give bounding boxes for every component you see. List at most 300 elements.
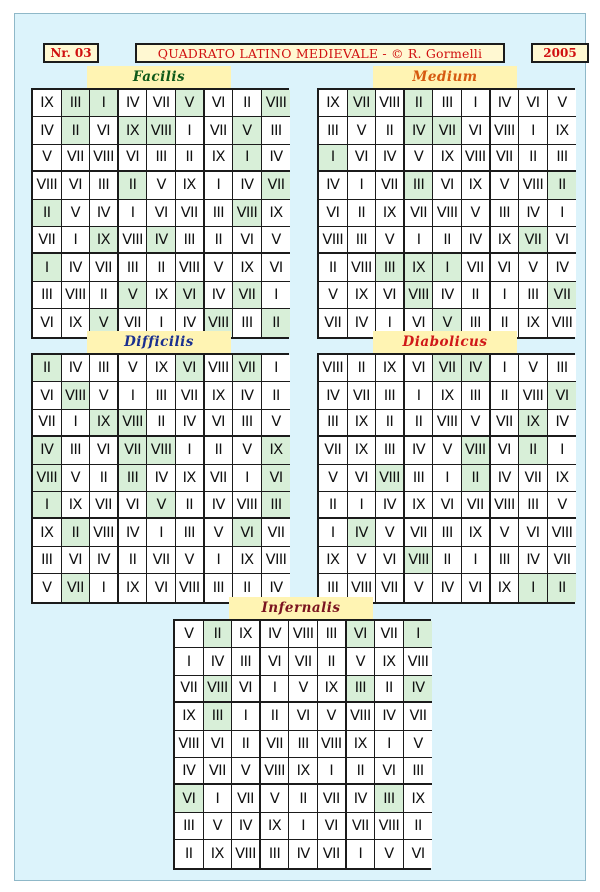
grid-cell[interactable]: VIII [233, 492, 262, 519]
grid-cell[interactable]: IX [375, 648, 404, 675]
grid-cell[interactable]: VIII [491, 492, 520, 519]
grid-cell[interactable]: V [319, 465, 348, 492]
grid-cell[interactable]: VII [405, 200, 434, 227]
grid-cell[interactable]: III [433, 90, 462, 117]
grid-cell[interactable]: VIII [519, 172, 548, 199]
grid-cell[interactable]: I [262, 282, 291, 309]
grid-cell[interactable]: VI [348, 465, 377, 492]
grid-cell[interactable]: VII [175, 676, 204, 703]
grid-cell[interactable]: III [176, 227, 205, 254]
grid-cell[interactable]: V [119, 355, 148, 382]
grid-cell[interactable]: III [376, 437, 405, 464]
grid-cell[interactable]: V [404, 731, 433, 758]
grid-cell[interactable]: VII [205, 117, 234, 144]
grid-cell[interactable]: III [147, 382, 176, 409]
grid-cell[interactable]: I [62, 227, 91, 254]
grid-cell[interactable]: V [376, 519, 405, 546]
grid-cell[interactable]: III [491, 547, 520, 574]
grid-cell[interactable]: IX [376, 355, 405, 382]
grid-cell[interactable]: V [462, 200, 491, 227]
grid-cell[interactable]: II [205, 227, 234, 254]
grid-cell[interactable]: II [205, 437, 234, 464]
grid-cell[interactable]: III [147, 145, 176, 172]
grid-cell[interactable]: II [347, 758, 376, 785]
grid-cell[interactable]: VI [33, 382, 62, 409]
grid-cell[interactable]: IV [405, 437, 434, 464]
grid-cell[interactable]: IX [348, 410, 377, 437]
grid-cell[interactable]: IX [433, 382, 462, 409]
grid-cell[interactable]: V [62, 465, 91, 492]
grid-cell[interactable]: VIII [404, 648, 433, 675]
grid-cell[interactable]: I [175, 648, 204, 675]
grid-cell[interactable]: IX [348, 437, 377, 464]
grid-cell[interactable]: VII [204, 758, 233, 785]
grid-cell[interactable]: II [405, 410, 434, 437]
grid-cell[interactable]: V [348, 547, 377, 574]
grid-cell[interactable]: VI [375, 758, 404, 785]
grid-cell[interactable]: I [289, 813, 318, 840]
grid-cell[interactable]: VIII [375, 813, 404, 840]
grid-cell[interactable]: VIII [33, 172, 62, 199]
grid-cell[interactable]: III [176, 519, 205, 546]
grid-cell[interactable]: VII [348, 382, 377, 409]
grid-cell[interactable]: II [319, 254, 348, 281]
grid-cell[interactable]: VIII [319, 227, 348, 254]
grid-cell[interactable]: VIII [519, 382, 548, 409]
grid-cell[interactable]: VI [119, 145, 148, 172]
grid-cell[interactable]: IV [233, 172, 262, 199]
grid-cell[interactable]: VII [33, 410, 62, 437]
grid-cell[interactable]: V [261, 785, 290, 812]
grid-cell[interactable]: IV [548, 254, 577, 281]
grid-cell[interactable]: IX [175, 703, 204, 730]
grid-cell[interactable]: IX [33, 90, 62, 117]
grid-cell[interactable]: IV [262, 574, 291, 601]
grid-cell[interactable]: VI [433, 492, 462, 519]
grid-cell[interactable]: II [289, 785, 318, 812]
grid-cell[interactable]: V [519, 355, 548, 382]
grid-cell[interactable]: IX [548, 465, 577, 492]
grid-cell[interactable]: IX [261, 813, 290, 840]
grid-cell[interactable]: VII [319, 437, 348, 464]
grid-cell[interactable]: IV [175, 758, 204, 785]
grid-cell[interactable]: IV [205, 282, 234, 309]
grid-cell[interactable]: VI [433, 172, 462, 199]
grid-cell[interactable]: II [376, 410, 405, 437]
grid-cell[interactable]: IV [90, 547, 119, 574]
grid-cell[interactable]: V [319, 282, 348, 309]
grid-cell[interactable]: I [348, 492, 377, 519]
grid-cell[interactable]: V [548, 90, 577, 117]
grid-cell[interactable]: I [491, 355, 520, 382]
grid-cell[interactable]: III [462, 309, 491, 336]
grid-cell[interactable]: II [261, 703, 290, 730]
grid-cell[interactable]: III [348, 227, 377, 254]
grid-cell[interactable]: IV [176, 410, 205, 437]
grid-cell[interactable]: IX [405, 492, 434, 519]
grid-cell[interactable]: I [176, 117, 205, 144]
grid-cell[interactable]: II [433, 227, 462, 254]
grid-cell[interactable]: VIII [62, 282, 91, 309]
grid-cell[interactable]: III [405, 465, 434, 492]
grid-cell[interactable]: V [205, 519, 234, 546]
grid-cell[interactable]: IV [348, 309, 377, 336]
grid-cell[interactable]: IX [548, 117, 577, 144]
grid-cell[interactable]: II [147, 254, 176, 281]
grid-cell[interactable]: VII [318, 840, 347, 867]
grid-cell[interactable]: IV [176, 309, 205, 336]
grid-cell[interactable]: VII [347, 813, 376, 840]
grid-cell[interactable]: IX [433, 145, 462, 172]
grid-cell[interactable]: I [318, 758, 347, 785]
grid-cell[interactable]: VII [405, 519, 434, 546]
grid-cell[interactable]: II [462, 282, 491, 309]
grid-cell[interactable]: III [232, 648, 261, 675]
grid-cell[interactable]: VII [205, 465, 234, 492]
grid-cell[interactable]: VII [318, 785, 347, 812]
grid-cell[interactable]: I [376, 309, 405, 336]
grid-cell[interactable]: IX [348, 282, 377, 309]
grid-cell[interactable]: VIII [347, 703, 376, 730]
grid-cell[interactable]: I [204, 785, 233, 812]
grid-cell[interactable]: VII [289, 648, 318, 675]
grid-cell[interactable]: VII [491, 145, 520, 172]
grid-cell[interactable]: VII [376, 574, 405, 601]
grid-cell[interactable]: IV [147, 465, 176, 492]
grid-cell[interactable]: IV [204, 648, 233, 675]
grid-cell[interactable]: VIII [548, 309, 577, 336]
grid-cell[interactable]: V [491, 519, 520, 546]
grid-cell[interactable]: VII [262, 519, 291, 546]
grid-cell[interactable]: VIII [348, 254, 377, 281]
grid-cell[interactable]: VII [462, 254, 491, 281]
grid-cell[interactable]: III [319, 410, 348, 437]
grid-cell[interactable]: VIII [90, 519, 119, 546]
grid-cell[interactable]: VIII [433, 200, 462, 227]
grid-cell[interactable]: II [404, 813, 433, 840]
grid-cell[interactable]: VII [62, 145, 91, 172]
grid-cell[interactable]: V [462, 410, 491, 437]
grid-cell[interactable]: V [262, 410, 291, 437]
grid-cell[interactable]: III [261, 840, 290, 867]
grid-cell[interactable]: IX [519, 309, 548, 336]
grid-cell[interactable]: VII [261, 731, 290, 758]
grid-cell[interactable]: III [548, 355, 577, 382]
grid-cell[interactable]: III [33, 282, 62, 309]
grid-cell[interactable]: IX [462, 172, 491, 199]
grid-cell[interactable]: I [205, 172, 234, 199]
grid-cell[interactable]: IV [319, 172, 348, 199]
grid-cell[interactable]: II [491, 309, 520, 336]
grid-cell[interactable]: VIII [348, 574, 377, 601]
grid-cell[interactable]: III [289, 731, 318, 758]
grid-cell[interactable]: IX [262, 200, 291, 227]
grid-cell[interactable]: VI [205, 90, 234, 117]
grid-cell[interactable]: IV [205, 492, 234, 519]
grid-cell[interactable]: VI [491, 437, 520, 464]
grid-cell[interactable]: VIII [319, 355, 348, 382]
grid-cell[interactable]: V [175, 621, 204, 648]
grid-cell[interactable]: IX [176, 172, 205, 199]
grid-cell[interactable]: VI [405, 355, 434, 382]
grid-cell[interactable]: I [119, 382, 148, 409]
grid-cell[interactable]: IV [261, 621, 290, 648]
grid-cell[interactable]: III [462, 382, 491, 409]
grid-cell[interactable]: I [62, 410, 91, 437]
grid-cell[interactable]: VII [375, 621, 404, 648]
grid-cell[interactable]: IV [519, 547, 548, 574]
grid-cell[interactable]: IV [462, 227, 491, 254]
grid-cell[interactable]: IX [319, 547, 348, 574]
grid-cell[interactable]: IX [119, 574, 148, 601]
grid-cell[interactable]: IX [62, 492, 91, 519]
grid-cell[interactable]: VI [318, 813, 347, 840]
grid-cell[interactable]: V [176, 547, 205, 574]
grid-cell[interactable]: III [519, 492, 548, 519]
grid-cell[interactable]: II [491, 382, 520, 409]
grid-cell[interactable]: VII [491, 410, 520, 437]
grid-cell[interactable]: II [262, 382, 291, 409]
grid-cell[interactable]: IV [289, 840, 318, 867]
grid-cell[interactable]: V [33, 574, 62, 601]
grid-cell[interactable]: VIII [176, 254, 205, 281]
grid-cell[interactable]: III [90, 355, 119, 382]
grid-cell[interactable]: IV [319, 382, 348, 409]
grid-cell[interactable]: II [519, 145, 548, 172]
grid-cell[interactable]: VIII [289, 621, 318, 648]
grid-cell[interactable]: III [205, 574, 234, 601]
grid-cell[interactable]: I [176, 437, 205, 464]
grid-cell[interactable]: III [233, 410, 262, 437]
grid-cell[interactable]: IV [519, 200, 548, 227]
grid-cell[interactable]: VI [404, 840, 433, 867]
grid-cell[interactable]: VIII [176, 574, 205, 601]
grid-cell[interactable]: IX [33, 519, 62, 546]
grid-cell[interactable]: VII [147, 547, 176, 574]
grid-cell[interactable]: VI [376, 282, 405, 309]
grid-cell[interactable]: VII [90, 492, 119, 519]
grid-cell[interactable]: III [62, 437, 91, 464]
grid-cell[interactable]: III [491, 200, 520, 227]
grid-cell[interactable]: IV [433, 574, 462, 601]
grid-cell[interactable]: III [319, 574, 348, 601]
grid-cell[interactable]: I [347, 840, 376, 867]
grid-cell[interactable]: II [233, 90, 262, 117]
grid-cell[interactable]: VIII [433, 410, 462, 437]
grid-cell[interactable]: IV [375, 703, 404, 730]
grid-cell[interactable]: VI [519, 519, 548, 546]
grid-cell[interactable]: VII [90, 254, 119, 281]
grid-cell[interactable]: VII [176, 200, 205, 227]
grid-cell[interactable]: I [232, 703, 261, 730]
grid-cell[interactable]: VI [233, 227, 262, 254]
grid-cell[interactable]: IV [62, 254, 91, 281]
grid-cell[interactable]: IV [433, 282, 462, 309]
grid-cell[interactable]: IX [147, 282, 176, 309]
grid-cell[interactable]: V [62, 200, 91, 227]
grid-cell[interactable]: II [319, 492, 348, 519]
grid-cell[interactable]: IV [376, 492, 405, 519]
grid-cell[interactable]: IX [462, 519, 491, 546]
grid-cell[interactable]: III [319, 117, 348, 144]
grid-cell[interactable]: III [205, 200, 234, 227]
grid-cell[interactable]: VIII [548, 519, 577, 546]
grid-cell[interactable]: VII [404, 703, 433, 730]
grid-cell[interactable]: II [147, 410, 176, 437]
grid-cell[interactable]: I [319, 519, 348, 546]
grid-cell[interactable]: IX [289, 758, 318, 785]
grid-cell[interactable]: IV [62, 355, 91, 382]
grid-cell[interactable]: VI [232, 676, 261, 703]
grid-cell[interactable]: IV [376, 145, 405, 172]
grid-cell[interactable]: VIII [376, 90, 405, 117]
grid-cell[interactable]: I [233, 465, 262, 492]
grid-cell[interactable]: III [33, 547, 62, 574]
grid-cell[interactable]: III [376, 382, 405, 409]
grid-cell[interactable]: VI [33, 309, 62, 336]
grid-cell[interactable]: VIII [261, 758, 290, 785]
grid-cell[interactable]: VI [348, 145, 377, 172]
grid-cell[interactable]: VI [147, 574, 176, 601]
grid-cell[interactable]: VII [376, 172, 405, 199]
grid-cell[interactable]: II [433, 547, 462, 574]
grid-cell[interactable]: VI [462, 574, 491, 601]
grid-cell[interactable]: VII [232, 785, 261, 812]
grid-cell[interactable]: II [90, 282, 119, 309]
grid-cell[interactable]: IX [404, 785, 433, 812]
grid-cell[interactable]: V [289, 676, 318, 703]
grid-cell[interactable]: IV [262, 145, 291, 172]
grid-cell[interactable]: I [90, 574, 119, 601]
grid-cell[interactable]: VI [289, 703, 318, 730]
grid-cell[interactable]: VI [519, 90, 548, 117]
grid-cell[interactable]: I [405, 227, 434, 254]
grid-cell[interactable]: V [376, 227, 405, 254]
grid-cell[interactable]: VI [462, 117, 491, 144]
grid-cell[interactable]: VIII [232, 840, 261, 867]
grid-cell[interactable]: VIII [462, 145, 491, 172]
grid-cell[interactable]: VIII [175, 731, 204, 758]
grid-cell[interactable]: VI [90, 437, 119, 464]
grid-cell[interactable]: V [233, 437, 262, 464]
grid-cell[interactable]: IV [119, 519, 148, 546]
grid-cell[interactable]: I [375, 731, 404, 758]
grid-cell[interactable]: II [175, 840, 204, 867]
grid-cell[interactable]: IX [176, 465, 205, 492]
grid-cell[interactable]: I [405, 382, 434, 409]
grid-cell[interactable]: VII [176, 382, 205, 409]
grid-cell[interactable]: VI [205, 410, 234, 437]
grid-cell[interactable]: III [519, 282, 548, 309]
grid-cell[interactable]: I [462, 547, 491, 574]
grid-cell[interactable]: VI [90, 117, 119, 144]
grid-cell[interactable]: IX [205, 382, 234, 409]
grid-cell[interactable]: V [519, 254, 548, 281]
grid-cell[interactable]: III [233, 309, 262, 336]
grid-cell[interactable]: III [262, 117, 291, 144]
grid-cell[interactable]: I [205, 547, 234, 574]
grid-cell[interactable]: IX [204, 840, 233, 867]
grid-cell[interactable]: II [233, 574, 262, 601]
grid-cell[interactable]: VI [147, 200, 176, 227]
grid-cell[interactable]: V [405, 145, 434, 172]
grid-cell[interactable]: IV [347, 785, 376, 812]
grid-cell[interactable]: II [232, 731, 261, 758]
grid-cell[interactable]: VIII [90, 145, 119, 172]
grid-cell[interactable]: VIII [491, 117, 520, 144]
grid-cell[interactable]: III [318, 621, 347, 648]
grid-cell[interactable]: V [232, 758, 261, 785]
grid-cell[interactable]: IX [233, 254, 262, 281]
grid-cell[interactable]: VIII [119, 227, 148, 254]
grid-cell[interactable]: VI [262, 254, 291, 281]
grid-cell[interactable]: II [90, 465, 119, 492]
grid-cell[interactable]: VI [405, 309, 434, 336]
grid-cell[interactable]: II [176, 492, 205, 519]
grid-cell[interactable]: VI [261, 648, 290, 675]
grid-cell[interactable]: VI [548, 227, 577, 254]
grid-cell[interactable]: V [318, 703, 347, 730]
grid-cell[interactable]: II [119, 547, 148, 574]
grid-cell[interactable]: IX [376, 200, 405, 227]
grid-cell[interactable]: I [548, 437, 577, 464]
grid-cell[interactable]: II [176, 145, 205, 172]
grid-cell[interactable]: V [491, 172, 520, 199]
grid-cell[interactable]: III [404, 758, 433, 785]
grid-cell[interactable]: VII [33, 227, 62, 254]
grid-cell[interactable]: III [175, 813, 204, 840]
grid-cell[interactable]: V [90, 382, 119, 409]
grid-cell[interactable]: I [491, 282, 520, 309]
grid-cell[interactable]: VI [491, 254, 520, 281]
grid-cell[interactable]: IX [62, 309, 91, 336]
grid-cell[interactable]: VIII [262, 547, 291, 574]
grid-cell[interactable]: I [548, 200, 577, 227]
grid-cell[interactable]: VIII [318, 731, 347, 758]
grid-cell[interactable]: VI [204, 731, 233, 758]
grid-cell[interactable]: IX [205, 145, 234, 172]
grid-cell[interactable]: VII [119, 309, 148, 336]
grid-cell[interactable]: IX [347, 731, 376, 758]
grid-cell[interactable]: VII [519, 465, 548, 492]
grid-cell[interactable]: IV [491, 90, 520, 117]
grid-cell[interactable]: III [90, 172, 119, 199]
grid-cell[interactable]: I [348, 172, 377, 199]
grid-cell[interactable]: VIII [205, 355, 234, 382]
grid-cell[interactable]: IV [491, 465, 520, 492]
grid-cell[interactable]: VII [147, 90, 176, 117]
grid-cell[interactable]: IX [319, 90, 348, 117]
grid-cell[interactable]: VI [62, 172, 91, 199]
grid-cell[interactable]: VII [548, 547, 577, 574]
grid-cell[interactable]: V [347, 648, 376, 675]
grid-cell[interactable]: V [548, 492, 577, 519]
grid-cell[interactable]: VI [376, 547, 405, 574]
grid-cell[interactable]: V [204, 813, 233, 840]
grid-cell[interactable]: I [433, 465, 462, 492]
grid-cell[interactable]: II [318, 648, 347, 675]
grid-cell[interactable]: V [348, 117, 377, 144]
grid-cell[interactable]: IV [90, 200, 119, 227]
grid-cell[interactable]: II [348, 355, 377, 382]
grid-cell[interactable]: IV [548, 410, 577, 437]
grid-cell[interactable]: V [205, 254, 234, 281]
grid-cell[interactable]: V [147, 172, 176, 199]
grid-cell[interactable]: VI [319, 200, 348, 227]
grid-cell[interactable]: IX [232, 621, 261, 648]
grid-cell[interactable]: IX [491, 574, 520, 601]
grid-cell[interactable]: IV [232, 813, 261, 840]
